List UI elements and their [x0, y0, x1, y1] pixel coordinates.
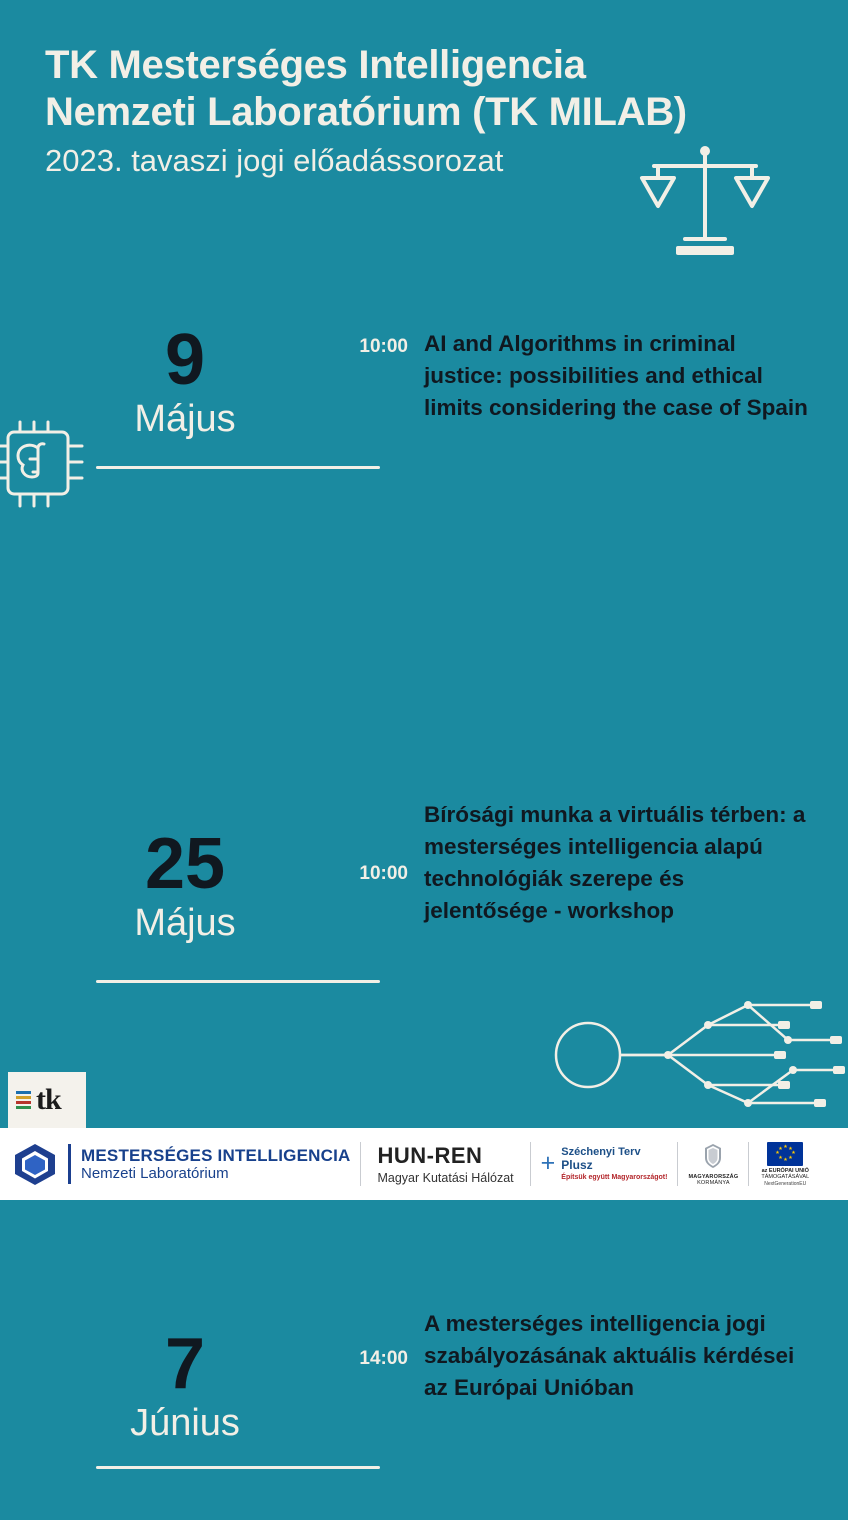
footer-eu-logo: [749, 1142, 821, 1187]
event-time: 10:00: [359, 863, 408, 884]
hungary-coat-of-arms-icon: [703, 1143, 723, 1169]
event-month: Június: [130, 1402, 240, 1445]
hunren-subtitle: Magyar Kutatási Hálózat: [377, 1171, 514, 1185]
event-day: 7: [164, 1324, 206, 1404]
event-time: 10:00: [359, 336, 408, 357]
event-date: [70, 1324, 300, 1448]
szechenyi-line2: Plusz: [561, 1157, 593, 1172]
tk-logo-bars-icon: [16, 1091, 31, 1109]
footer-government-logo: [678, 1143, 748, 1186]
page-subtitle: 2023. tavaszi jogi előadássorozat: [45, 143, 504, 179]
milab-title: MESTERSÉGES INTELLIGENCIA: [81, 1145, 351, 1165]
event-month: Május: [134, 902, 236, 945]
footer-szechenyi-logo: [531, 1146, 678, 1182]
event-item: [0, 300, 848, 540]
event-description: Bírósági munka a virtuális térben: a mesterséges intelligencia alapú technológiák szerepe és jelentősége - workshop: [424, 802, 806, 923]
ai-chip-brain-icon: [0, 412, 92, 516]
event-month: Május: [134, 398, 236, 441]
hunren-title: HUN-REN: [377, 1143, 483, 1168]
footer-milab-logo: [0, 1141, 360, 1187]
eu-line3: NextGenerationEU: [764, 1180, 807, 1187]
government-line1: MAGYARORSZÁG: [688, 1173, 739, 1180]
page-title: TK Mesterséges Intelligencia Nemzeti Laboratórium (TK MILAB): [45, 43, 687, 135]
event-date: [70, 320, 300, 444]
government-line2: KORMÁNYA: [697, 1179, 730, 1186]
event-item: [0, 785, 848, 1025]
szechenyi-line3: Építsük együtt Magyarországot!: [561, 1173, 668, 1181]
blue-cube-icon: [12, 1141, 58, 1187]
event-description: AI and Algorithms in criminal justice: possibilities and ethical limits considering the case of Spain: [424, 331, 808, 420]
tk-logo: [8, 1072, 86, 1128]
milab-subtitle: Nemzeti Laboratórium: [81, 1165, 229, 1183]
event-divider: [96, 1466, 380, 1469]
event-description: A mesterséges intelligencia jogi szabályozásának aktuális kérdései az Európai Unióban: [424, 1311, 795, 1400]
szechenyi-line1: Széchenyi Terv: [561, 1146, 641, 1159]
plus-logo-icon: +: [540, 1149, 556, 1178]
poster-header: [45, 42, 765, 180]
footer-logos: [0, 1128, 848, 1200]
network-nodes-icon: [548, 995, 848, 1115]
event-time: 14:00: [359, 1348, 408, 1369]
tk-logo-text: tk: [36, 1083, 61, 1116]
footer-hunren-logo: [361, 1143, 529, 1185]
eu-line2: TÁMOGATÁSÁVAL: [761, 1173, 810, 1180]
footer-divider-bar: [68, 1144, 71, 1184]
event-day: 9: [164, 320, 206, 400]
eu-flag-icon: ★ ★ ★ ★ ★ ★ ★ ★: [767, 1142, 803, 1166]
eu-line1: az EURÓPAI UNIÓ: [761, 1167, 809, 1174]
event-day: 25: [144, 824, 226, 904]
event-date: [70, 824, 300, 948]
event-item: [0, 1280, 848, 1520]
scales-of-justice-icon: [640, 138, 770, 263]
event-divider: [96, 466, 380, 469]
event-divider: [96, 980, 380, 983]
